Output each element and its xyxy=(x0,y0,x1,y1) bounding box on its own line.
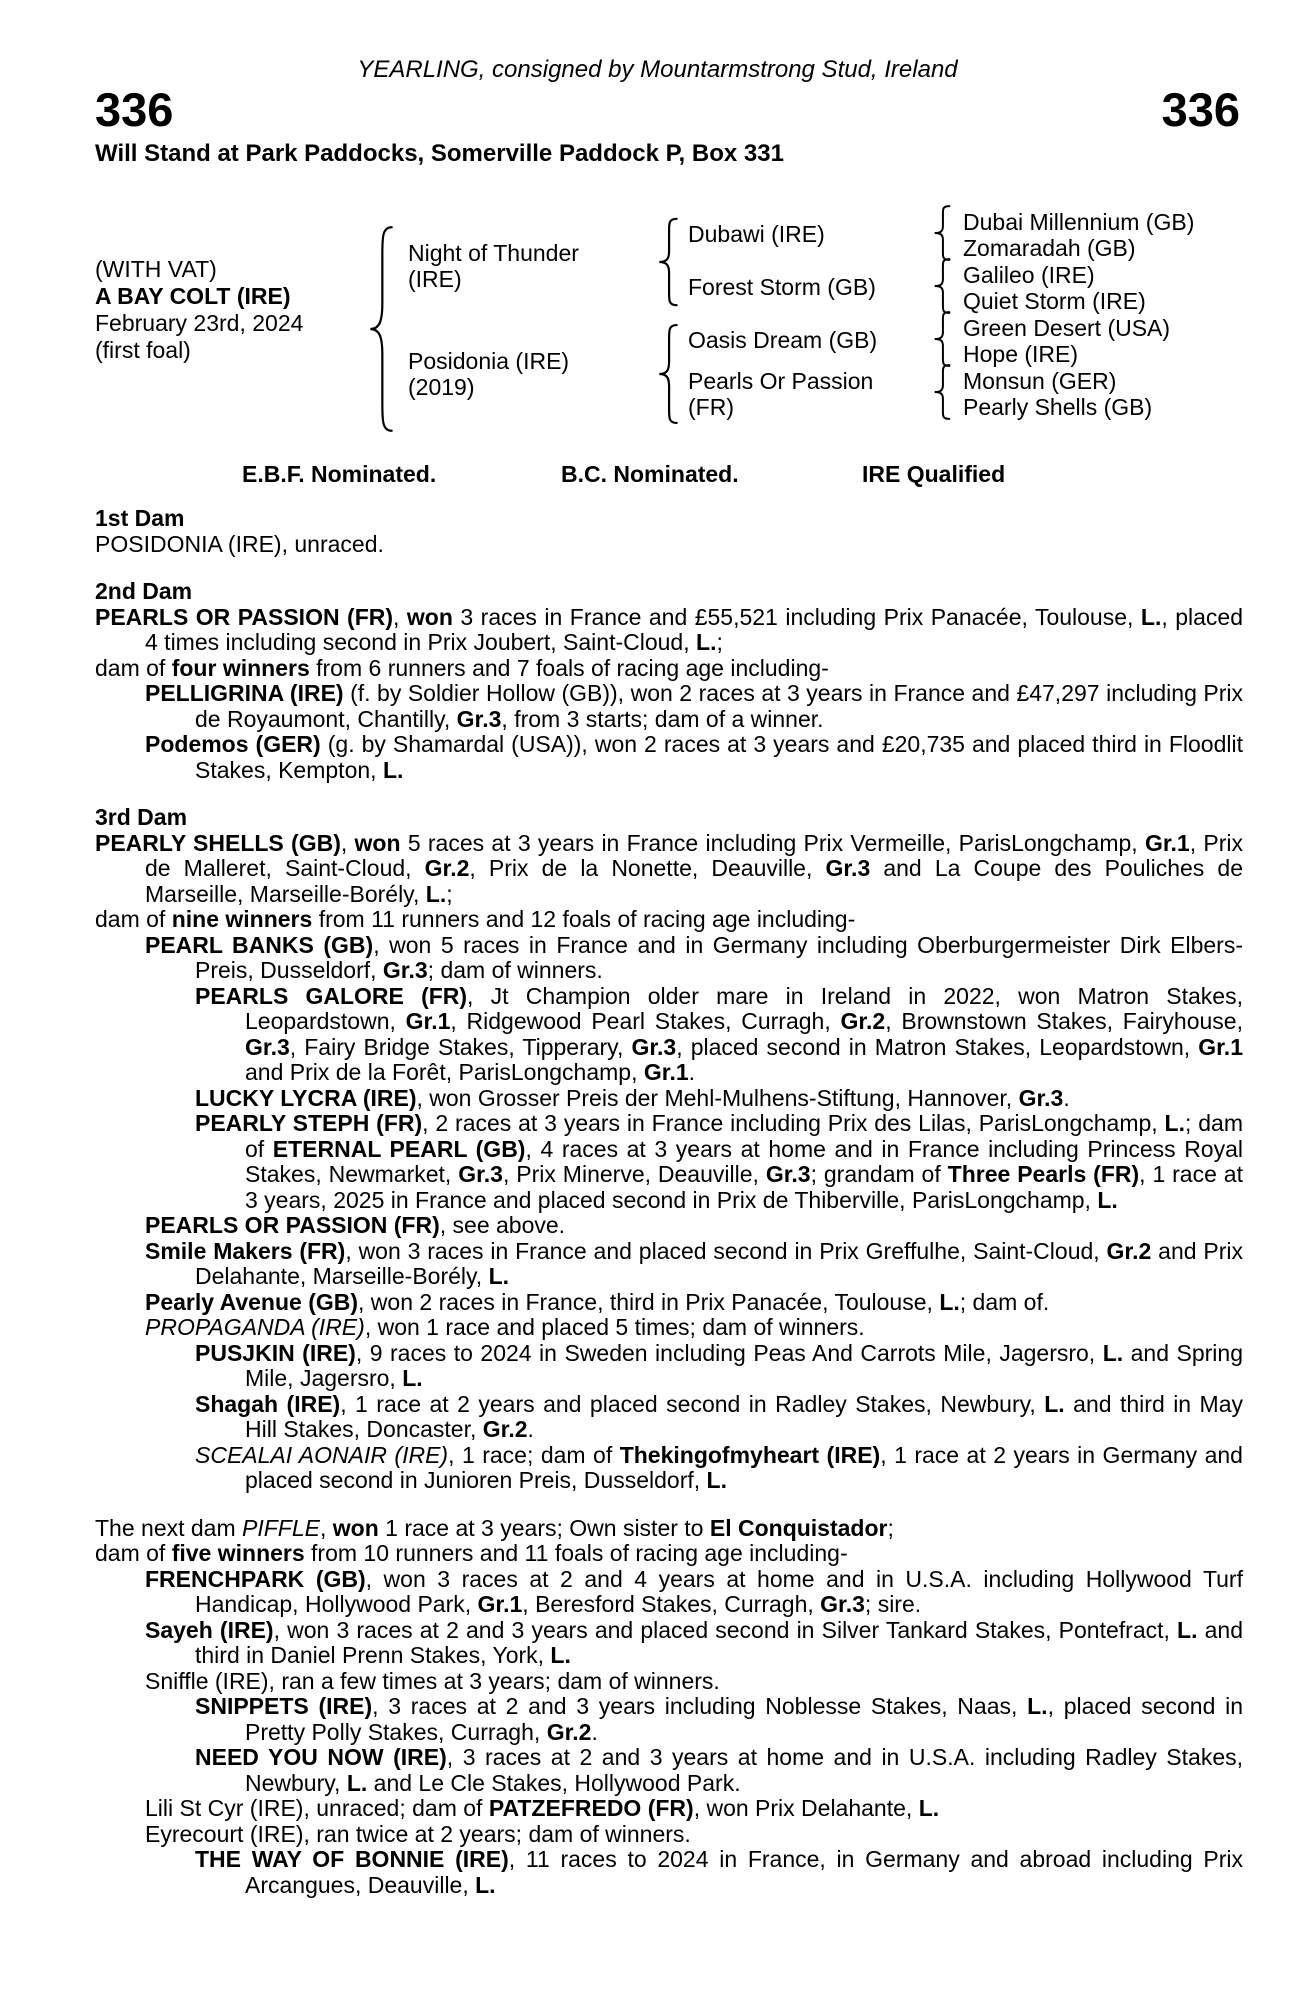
catalogue-paragraph: SCEALAI AONAIR (IRE), 1 race; dam of Thekingofmyheart (IRE), 1 race at 2 years in Germany and placed second in Junioren Preis, Dusseldorf, L. xyxy=(195,1441,1243,1493)
gen3-pair-2: Galileo (IRE) Quiet Storm (IRE) xyxy=(963,262,1146,314)
dam-section-heading: 1st Dam xyxy=(95,505,185,531)
dam-section-heading: 2nd Dam xyxy=(95,578,193,604)
vat-note: (WITH VAT) xyxy=(95,256,217,282)
brace-icon xyxy=(931,311,953,367)
catalogue-paragraph: FRENCHPARK (GB), won 3 races at 2 and 4 years at home and in U.S.A. including Hollywood Turf Handicap, Hollywood Park, Gr.1, Beresford Stakes, Curragh, Gr.3; sire. xyxy=(145,1565,1243,1617)
gen2-sire-of-sire: Dubawi (IRE) xyxy=(688,221,825,247)
catalogue-paragraph: PEARLY STEPH (FR), 2 races at 3 years in France including Prix des Lilas, ParisLongchamp, L.; dam of ETERNAL PEARL (GB), 4 races at 3 years at home and in France including Princess Royal Stakes, Newmarket, Gr.3, Prix Minerve, Deauville, Gr.3; grandam of Three Pearls (FR), 1 race at 3 years, 2025 in France and placed second in Prix de Thiberville, ParisLongchamp, L. xyxy=(195,1110,1244,1213)
foal-date: February 23rd, 2024 xyxy=(95,310,304,336)
catalogue-paragraph: PUSJKIN (IRE), 9 races to 2024 in Sweden including Peas And Carrots Mile, Jagersro, L. and Spring Mile, Jagersro, L. xyxy=(195,1339,1243,1391)
catalogue-paragraph: LUCKY LYCRA (IRE), won Grosser Preis der Mehl-Mulhens-Stiftung, Hannover, Gr.3. xyxy=(195,1084,1070,1111)
gen2-sire-of-dam: Oasis Dream (GB) xyxy=(688,327,878,353)
colt-title: A BAY COLT (IRE) xyxy=(95,283,291,309)
catalogue-paragraph: Sniffle (IRE), ran a few times at 3 years; dam of winners. xyxy=(145,1667,720,1694)
catalogue-paragraph: THE WAY OF BONNIE (IRE), 11 races to 2024 in France, in Germany and abroad including Prix Arcangues, Deauville, L. xyxy=(195,1846,1243,1898)
catalogue-paragraph: NEED YOU NOW (IRE), 3 races at 2 and 3 years at home and in U.S.A. including Radley Stakes, Newbury, L. and Le Cle Stakes, Hollywood Park. xyxy=(195,1744,1243,1796)
nominations-row xyxy=(0,462,1315,488)
bc-nominated-label: B.C. Nominated. xyxy=(561,461,739,487)
catalogue-paragraph: PELLIGRINA (IRE) (f. by Soldier Hollow (GB)), won 2 races at 3 years in France and £47,297 including Prix de Royaumont, Chantilly, Gr.3, from 3 starts; dam of a winner. xyxy=(145,680,1243,732)
brace-icon xyxy=(931,364,953,420)
foal-note: (first foal) xyxy=(95,337,191,363)
catalogue-paragraph: PROPAGANDA (IRE), won 1 race and placed 5 times; dam of winners. xyxy=(145,1314,865,1340)
stand-location-line: Will Stand at Park Paddocks, Somerville Paddock P, Box 331 xyxy=(95,140,784,167)
catalogue-paragraph: PEARL BANKS (GB), won 5 races in France and in Germany including Oberburgermeister Dirk Elbers-Preis, Dusseldorf, Gr.3; dam of winners. xyxy=(145,931,1243,983)
colt-info-block xyxy=(95,256,303,364)
catalogue-paragraph: PEARLY SHELLS (GB), won 5 races at 3 years in France including Prix Vermeille, ParisLongchamp, Gr.1, Prix de Malleret, Saint-Cloud, Gr.2, Prix de la Nonette, Deauville, Gr.3 and La Coupe des Pouliches de Marseille, Marseille-Borély, L.; xyxy=(95,829,1243,907)
ire-qualified-label: IRE Qualified xyxy=(862,461,1006,487)
dam-section-heading: 3rd Dam xyxy=(95,804,188,830)
catalogue-paragraph: The next dam PIFFLE, won 1 race at 3 years; Own sister to El Conquistador; xyxy=(95,1514,894,1541)
catalogue-paragraph: PEARLS GALORE (FR), Jt Champion older mare in Ireland in 2022, won Matron Stakes, Leopardstown, Gr.1, Ridgewood Pearl Stakes, Curragh, Gr.2, Brownstown Stakes, Fairyhouse, Gr.3, Fairy Bridge Stakes, Tipperary, Gr.3, placed second in Matron Stakes, Leopardstown, Gr.1 and Prix de la Forêt, ParisLongchamp, Gr.1. xyxy=(195,982,1243,1085)
lot-number-right: 336 xyxy=(1161,83,1240,136)
catalogue-paragraph: dam of four winners from 6 runners and 7 foals of racing age including- xyxy=(95,654,829,681)
gen2-dam-of-sire: Forest Storm (GB) xyxy=(688,274,876,300)
catalogue-paragraph: Sayeh (IRE), won 3 races at 2 and 3 years and placed second in Silver Tankard Stakes, Pontefract, L. and third in Daniel Prenn Stakes, York, L. xyxy=(145,1616,1243,1668)
lot-number-left: 336 xyxy=(95,83,174,136)
lot-number-row xyxy=(95,83,1240,136)
dam-sections xyxy=(95,506,1243,1898)
brace-icon xyxy=(655,323,681,425)
gen3-pair-3: Green Desert (USA) Hope (IRE) xyxy=(963,315,1171,367)
catalogue-paragraph: Pearly Avenue (GB), won 2 races in France, third in Prix Panacée, Toulouse, L.; dam of. xyxy=(145,1288,1050,1315)
gen3-pair-4: Monsun (GER) Pearly Shells (GB) xyxy=(963,368,1153,420)
catalogue-paragraph: dam of five winners from 10 runners and 11 foals of racing age including- xyxy=(95,1540,848,1566)
catalogue-paragraph: Podemos (GER) (g. by Shamardal (USA)), won 2 races at 3 years and £20,735 and placed third in Floodlit Stakes, Kempton, L. xyxy=(145,731,1244,783)
brace-icon xyxy=(931,205,953,261)
dam-name: Posidonia (IRE) (2019) xyxy=(408,348,570,400)
pedigree-table xyxy=(0,199,1315,454)
catalogue-paragraph: Eyrecourt (IRE), ran twice at 2 years; dam of winners. xyxy=(145,1820,691,1847)
catalogue-paragraph: PEARLS OR PASSION (FR), won 3 races in France and £55,521 including Prix Panacée, Toulouse, L., placed 4 times including second in Prix Joubert, Saint-Cloud, L.; xyxy=(95,603,1244,655)
consignor-line: YEARLING, consigned by Mountarmstrong Stud, Ireland xyxy=(357,56,958,83)
catalogue-paragraph: Shagah (IRE), 1 race at 2 years and placed second in Radley Stakes, Newbury, L. and third in May Hill Stakes, Doncaster, Gr.2. xyxy=(195,1390,1244,1442)
catalogue-paragraph: Smile Makers (FR), won 3 races in France and placed second in Prix Greffulhe, Saint-Cloud, Gr.2 and Prix Delahante, Marseille-Borély, L. xyxy=(145,1237,1243,1289)
catalogue-paragraph: POSIDONIA (IRE), unraced. xyxy=(95,530,384,557)
catalogue-paragraph: dam of nine winners from 11 runners and 12 foals of racing age including- xyxy=(95,906,856,932)
brace-icon xyxy=(931,258,953,314)
gen3-pair-1: Dubai Millennium (GB) Zomaradah (GB) xyxy=(963,209,1195,261)
catalogue-paragraph: PEARLS OR PASSION (FR), see above. xyxy=(145,1212,566,1238)
gen2-dam-of-dam: Pearls Or Passion (FR) xyxy=(688,368,874,420)
brace-icon xyxy=(365,223,397,435)
catalogue-paragraph: Lili St Cyr (IRE), unraced; dam of PATZEFREDO (FR), won Prix Delahante, L. xyxy=(145,1795,940,1821)
ebf-nominated-label: E.B.F. Nominated. xyxy=(242,461,437,487)
brace-icon xyxy=(655,217,681,307)
sire-name: Night of Thunder (IRE) xyxy=(408,240,579,292)
catalogue-paragraph: SNIPPETS (IRE), 3 races at 2 and 3 years including Noblesse Stakes, Naas, L., placed second in Pretty Polly Stakes, Curragh, Gr.2. xyxy=(195,1693,1243,1745)
